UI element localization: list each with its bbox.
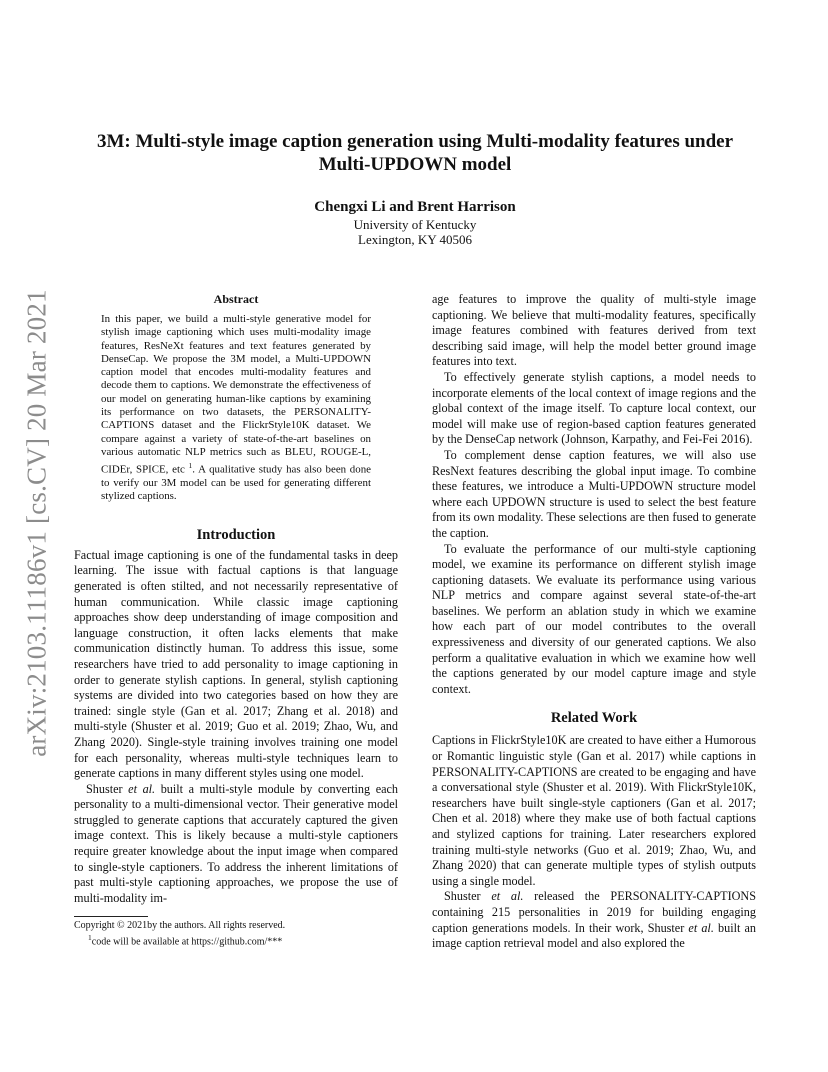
copyright-note: Copyright © 2021by the authors. All rights reserved. (74, 920, 286, 932)
paper-title: 3M: Multi-style image caption generation using Multi-modality features under Multi-UPDOWN model (96, 131, 734, 175)
author-block (220, 198, 610, 247)
related-p2-start: Shuster (444, 889, 492, 904)
abstract-text (101, 313, 371, 504)
footnote-rule (74, 916, 148, 917)
intro-paragraph-4: To effectively generate stylish captions, a model needs to incorporate elements of the local context of image regions and the global context of the image itself. To capture local context, our model will make use of region-based caption features generated by the DenseCap network (Johnson, Karpathy, and Fei-Fei 2016). (432, 369, 756, 447)
author-names: Chengxi Li and Brent Harrison (314, 199, 516, 215)
abstract-body-end: . A qualitative study has also been done to verify our 3M model can be used for generating different stylized captions. (101, 463, 371, 503)
related-p2-etal: et al. (491, 889, 524, 904)
right-column (432, 292, 756, 952)
related-p2-mid: released the PERSONALITY-CAPTIONS containing 215 personalities in 2019 for building engaging caption generations models. In their work, Shuster (432, 889, 757, 935)
intro-paragraph-5: To complement dense caption features, we will also use ResNext features describing the global input image. To combine these features, we introduce a Multi-UPDOWN structure model where each UPDOWN structure is used to select the best feature from its own modality. These selections are then fused to generate the caption. (432, 447, 756, 540)
related-paragraph-1: Captions in FlickrStyle10K are created to have either a Humorous or Romantic linguistic style (Gan et al. 2017) while captions in PERSONALITY-CAPTIONS are created to be engaging and have a conversational style (Shuster et al. 2019). With FlickrStyle10K, researchers have built single-style captioners (Gan et al. 2017; Chen et al. 2018) where they make use of both factual captions and stylized captions for training. Later researchers explored training multi-style networks (Guo et al. 2019; Zhao, Wu, and Zhang 2020) that can generate multiple types of stylish outputs using a single model. (432, 733, 756, 888)
intro-paragraph-1: Factual image captioning is one of the fundamental tasks in deep learning. The issue with factual captions is that language generated is often stilted, and not necessarily representative of human communication. While classic image captioning approaches show deep understanding of image composition and language construction, it often lacks elements that make communication distinctly human. To address this issue, some researchers have tried to add personality to image captioning in order to generate stylish captions. In general, stylish captioning systems are divided into two categories based on how they are trained: single style (Gan et al. 2017; Zhang et al. 2018) and multi-style (Shuster et al. 2019; Guo et al. 2019; Zhao, Wu, and Zhang 2020). Single-style training involves training one model for each personality, whereas multi-style techniques learn to generate captions in many different styles using one model. (74, 547, 398, 781)
code-footnote (74, 932, 398, 948)
arxiv-stamp-text: arXiv:2103.11186v1 [cs.CV] 20 Mar 2021 (21, 288, 52, 757)
arxiv-stamp (22, 285, 52, 760)
abstract-heading: Abstract (213, 292, 259, 306)
introduction-heading: Introduction (196, 526, 276, 543)
related-p2-etal-2: et al. (688, 920, 714, 935)
intro-p2-rest: built a multi-style module by converting each personality to a multi-dimensional vector. Their generative model struggled to generate captions that accurately captured the given image context. This is likely because a multi-style captioners require greater knowledge about the input image when compared to single-style captioners. To address the inherent limitations of past multi-style captioning approaches, we propose the use of multi-modality im- (74, 781, 399, 905)
related-paragraph-2 (432, 889, 756, 951)
author-address: Lexington, KY 40506 (358, 232, 472, 247)
code-footnote-text: code will be available at https://github.com/*** (91, 936, 283, 948)
related-work-heading: Related Work (550, 710, 638, 727)
intro-p2-etal: et al. (128, 781, 156, 796)
intro-p2-start: Shuster (86, 781, 129, 796)
abstract-body: In this paper, we build a multi-style generative model for stylish image captioning which uses multi-modality image features, ResNeXt features and text features generated by DenseCap. We propose the 3M model, a Multi-UPDOWN caption model that encodes multi-modality features and decode them to captions. We demonstrate the effectiveness of our model on generating human-like captions by examining its performance on two datasets, the PERSONALITY-CAPTIONS dataset and the FlickrStyle10K dataset. We compare against a variety of state-of-the-art baselines on various automatic NLP metrics such as BLEU, ROUGE-L, CIDEr, SPICE, etc (101, 313, 371, 476)
author-affiliation: University of Kentucky (353, 217, 477, 232)
related-p2-end: built an image caption retrieval model and also explored the (432, 920, 756, 951)
intro-paragraph-3: age features to improve the quality of multi-style image captioning. We believe that multi-modality features, specifically image features combined with features derived from text describing said image, will help the model better ground image features into text. (432, 292, 756, 369)
code-footnote-mark: 1 (88, 933, 92, 943)
intro-paragraph-2 (74, 782, 398, 907)
abstract-footnote-mark: 1 (188, 461, 193, 471)
intro-paragraph-6: To evaluate the performance of our multi-style captioning model, we examine its performance on different stylish image captioning datasets. We evaluate its performance using various NLP metrics and compare against several state-of-the-art baselines. We perform an ablation study in which we examine how each part of our model contributes to the overall expressiveness and diversity of our generated captions. We also perform a qualitative evaluation in which we examine how well the captions generated by our model capture image and style context. (432, 541, 756, 696)
left-column (74, 292, 398, 949)
